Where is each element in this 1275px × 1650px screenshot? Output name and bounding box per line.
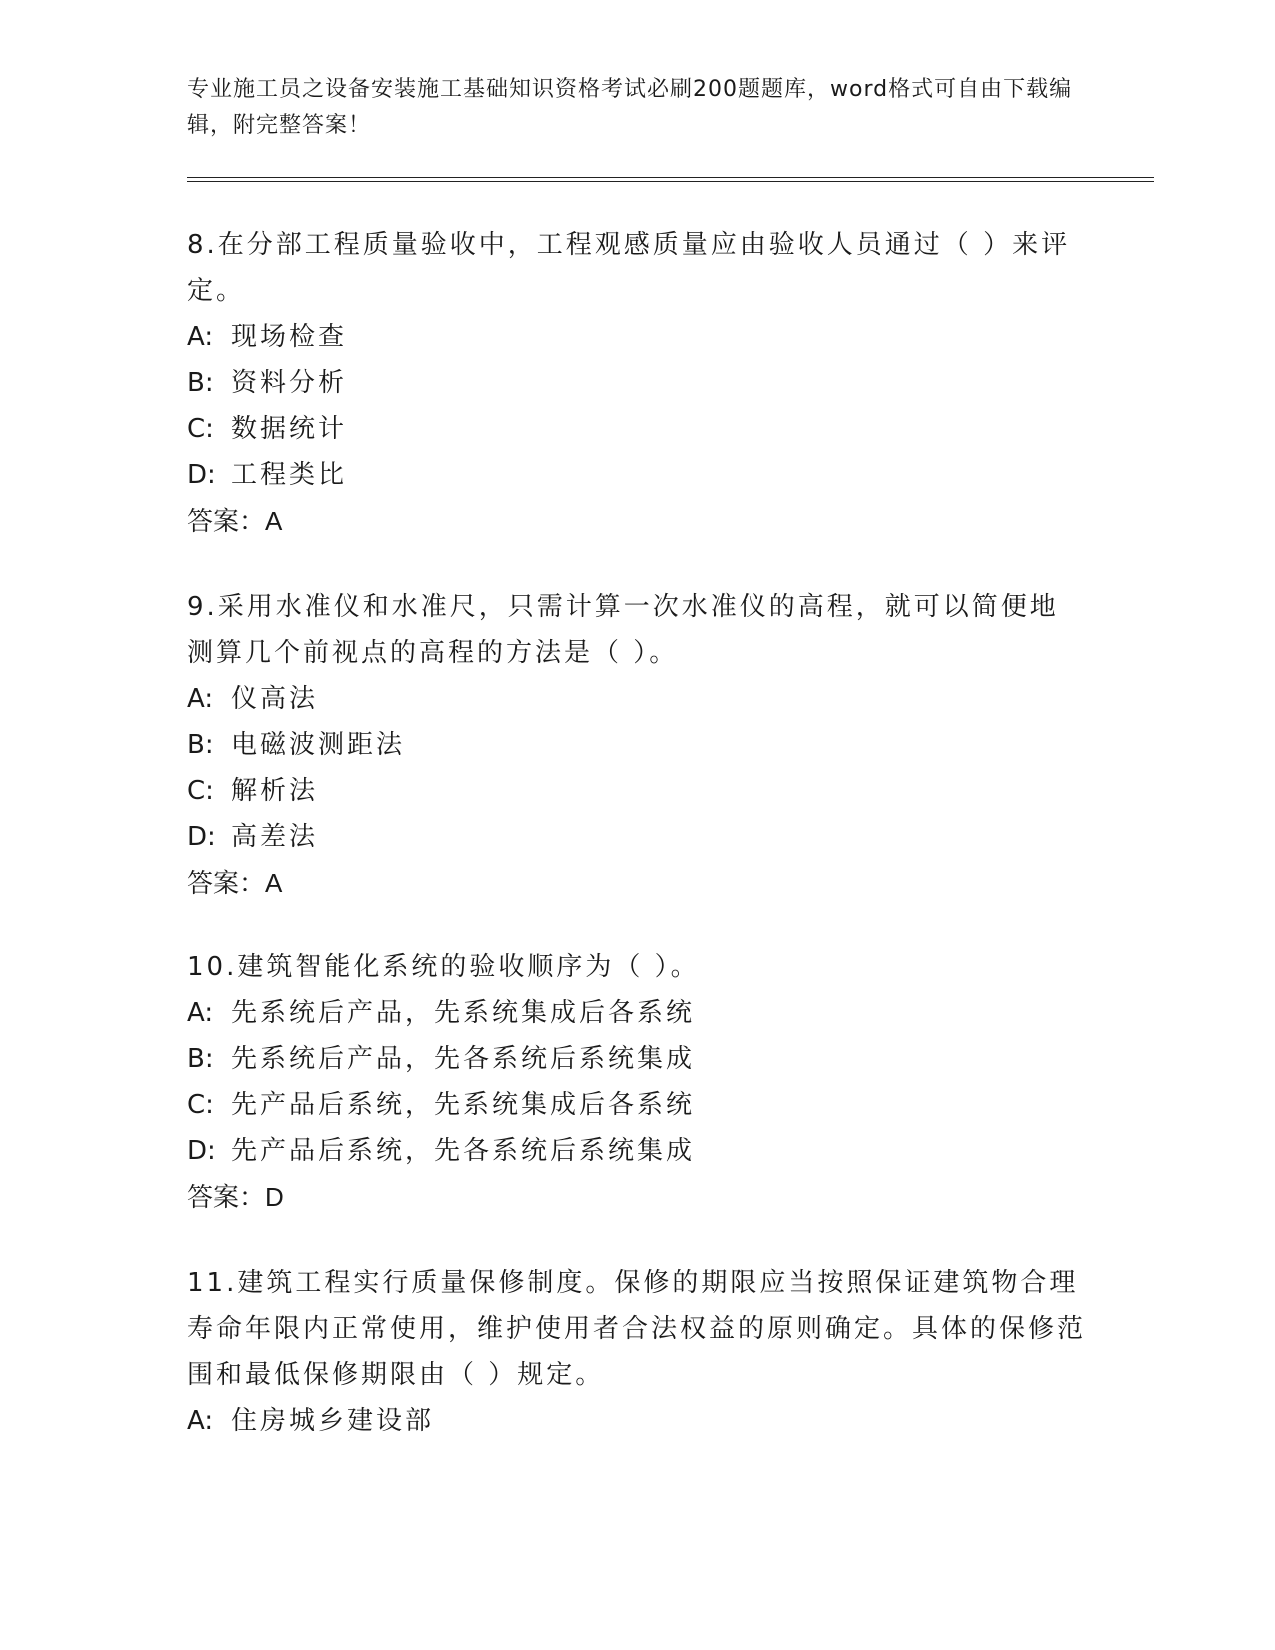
option-text: 高差法: [231, 822, 319, 852]
option-letter: A:: [187, 1406, 214, 1436]
option-b: [187, 722, 1087, 768]
header-divider: [187, 177, 1154, 182]
option-text: 资料分析: [231, 368, 348, 398]
option-b: [187, 1036, 1087, 1082]
option-a: [187, 314, 1087, 360]
option-text: 工程类比: [231, 460, 348, 490]
option-text: 解析法: [231, 776, 319, 806]
option-text: 先系统后产品，先各系统后系统集成: [231, 1044, 696, 1074]
option-c: [187, 406, 1087, 452]
option-text: 现场检查: [231, 322, 348, 352]
option-text: 电磁波测距法: [231, 730, 406, 760]
answer-line: 答案：A: [187, 868, 283, 898]
option-a: [187, 990, 1087, 1036]
option-letter: B:: [187, 368, 214, 398]
option-a: [187, 676, 1087, 722]
option-d: [187, 1128, 1087, 1174]
header-note: 专业施工员之设备安装施工基础知识资格考试必刷200题题库，word格式可自由下载编辑，附完整答案！: [187, 77, 1073, 138]
option-letter: B:: [187, 1044, 214, 1074]
option-d: [187, 452, 1087, 498]
option-letter: C:: [187, 1090, 214, 1120]
option-letter: D:: [187, 822, 216, 852]
question-stem: 8.在分部工程质量验收中，工程观感质量应由验收人员通过（ ）来评定。: [187, 230, 1071, 306]
option-letter: B:: [187, 730, 214, 760]
option-letter: C:: [187, 414, 214, 444]
option-text: 住房城乡建设部: [231, 1406, 435, 1436]
option-letter: D:: [187, 1136, 216, 1166]
option-d: [187, 814, 1087, 860]
option-letter: C:: [187, 776, 214, 806]
answer-line: 答案：A: [187, 506, 283, 536]
option-c: [187, 1082, 1087, 1128]
answer-line: 答案：D: [187, 1182, 284, 1212]
question-stem: 9.采用水准仪和水准尺，只需计算一次水准仪的高程，就可以简便地测算几个前视点的高程的方法是（ ）。: [187, 592, 1059, 668]
option-text: 先系统后产品，先系统集成后各系统: [231, 998, 696, 1028]
option-text: 数据统计: [231, 414, 348, 444]
option-b: [187, 360, 1087, 406]
option-letter: A:: [187, 684, 214, 714]
question-11: [187, 1260, 1087, 1444]
option-text: 先产品后系统，先各系统后系统集成: [231, 1136, 696, 1166]
question-9: [187, 584, 1087, 906]
option-a: [187, 1398, 1087, 1444]
question-10: [187, 944, 1087, 1220]
question-8: [187, 222, 1087, 544]
option-letter: A:: [187, 322, 214, 352]
option-text: 先产品后系统，先系统集成后各系统: [231, 1090, 696, 1120]
question-stem: 11.建筑工程实行质量保修制度。保修的期限应当按照保证建筑物合理寿命年限内正常使用，维护使用者合法权益的原则确定。具体的保修范围和最低保修期限由（ ）规定。: [187, 1268, 1087, 1390]
option-letter: A:: [187, 998, 214, 1028]
option-text: 仪高法: [231, 684, 319, 714]
question-stem: 10.建筑智能化系统的验收顺序为（ ）。: [187, 952, 700, 982]
option-c: [187, 768, 1087, 814]
option-letter: D:: [187, 460, 216, 490]
